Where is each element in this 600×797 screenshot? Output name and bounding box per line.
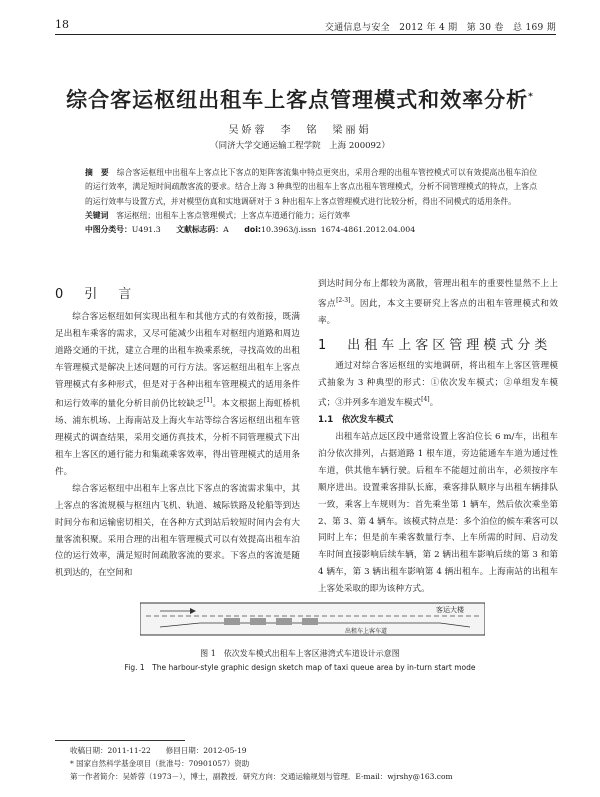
taxi-2 bbox=[250, 618, 266, 625]
footnote-dates: 收稿日期：2011-11-22 修回日期：2012-05-19 bbox=[70, 746, 247, 755]
figure-caption-cn: 图 1 依次发车模式出租车上客区港湾式车道设计示意图 bbox=[200, 649, 400, 658]
footnote-author: 第一作者简介：吴娇蓉（1973－），博士，副教授．研究方向：交通运输规划与管理．E-mail：wjrshy@163.com bbox=[70, 772, 453, 781]
header-rule bbox=[55, 34, 556, 35]
page-header bbox=[55, 16, 556, 34]
intro-continued: 到达时间分布上都较为离散，管理出租车的重要性显然不上上客点[2-3]。因此，本文主要研究上客点的出租车管理模式和效率。 bbox=[318, 279, 558, 326]
subsection-heading-1-1: 1.1 依次发车模式 bbox=[318, 415, 394, 426]
intro-paragraph-1: 综合客运枢纽如何实现出租车和其他方式的有效衔接，既满足出租车乘客的需求，又尽可能减少出租车对枢纽内道路和周边道路交通的干扰，建立合理的出租车换乘系统，寻找高效的出租车管理模式是解决上述问题的可行方法。客运枢纽出租车上客点管理模式有多种形式，但是对于各种出租车管理模式的适用条件和运行效率的量化分析目前仍比较缺乏[1]。本文根据上海虹桥机场、浦东机场、上海南站及上海火车站等综合客运枢纽出租车管理模式的调查结果，采用交通仿真技术，分析不同管理模式下出租车上客区的通行能力和集疏乘客效率，得出管理模式的适用条件。 bbox=[55, 311, 300, 477]
abstract-block bbox=[85, 166, 537, 237]
figure-label-lane: 出租车上客车道 bbox=[345, 628, 388, 635]
authors: 吴娇蓉 李 铭 梁丽娟 bbox=[228, 125, 372, 136]
figure-caption-en: Fig. 1 The harbour-style graphic design sketch map of taxi queue area by in-turn start mode bbox=[124, 663, 476, 672]
journal-info: 交通信息与安全 2012 年 4 期 第 30 卷 总 169 期 bbox=[324, 23, 556, 33]
section-heading-1: 1 出租车上客区管理模式分类 bbox=[318, 337, 552, 353]
left-column bbox=[55, 287, 300, 582]
figure-label: 客运大楼 bbox=[436, 606, 464, 614]
affiliation: （同济大学交通运输工程学院 上海 200092） bbox=[210, 141, 390, 151]
abstract: 摘 要 综合客运枢纽中出租车上客点比下客点的矩阵客流集中特点更突出，采用合理的出租车管控模式可以有效提高出租车泊位的运行效率，满足短时间疏散客流的要求。结合上海 3 种典型的出租车上客点出租车管理模式，分析不同管理模式的特点，上客点的运行效率与设置方式，并对模型仿真和实地调研对于 3 种出租车上客点管理模式进行比较分析，得出不同模式的适用条件。 bbox=[85, 168, 537, 206]
figure-1 bbox=[140, 601, 485, 637]
subsection-1-1-paragraph: 出租车站点远区段中通常设置上客泊位长 6 m/车，出租车泊分依次排列，占据道路 1 根车道，旁边能通车车道为通过性车道，供其他车辆行驶。后租车不能超过前出车，必须按序车顺序进出。设置乘客排队长廊，乘客排队顺序与出租车辆排队一致，乘客上车规则为：首先乘坐第 1 辆车，然后依次乘坐第 2、第 3、第 4 辆车。该模式特点是：多个泊位的候车乘客可以同时上车；但是前车乘客数量行李、上车所需的时间、启动发车时间直接影响后续车辆，第 2 辆出租车影响后续的第 3 和第 4 辆车，第 3 辆出租车影响第 4 辆出租车。上海南站的出租车上客处采取的即为该种方式。 bbox=[318, 431, 558, 595]
footnote-fund: * 国家自然科学基金项目（批准号：70901057）资助 bbox=[70, 759, 250, 768]
keywords: 关键词 客运枢纽；出租车上客点管理模式；上客点车道通行能力；运行效率 bbox=[85, 210, 351, 220]
intro-paragraph-2: 综合客运枢纽中出租车上客点比下客点的客流需求集中，其上客点的客流规模与枢纽内飞机、轨道、城际铁路及轮船等到达时间分布和运输密切相关，在各种方式到站后较短时间内会有大量客流积聚。采用合理的出租车管理模式可以有效提高出租车泊位的运行效率，满足短时间疏散客流的要求。下客点的客流是随机到达的，在空间和 bbox=[55, 483, 300, 579]
taxi-1 bbox=[224, 618, 240, 625]
section-heading-intro: 0 引 言 bbox=[55, 287, 136, 302]
right-column bbox=[318, 276, 558, 598]
taxi-3 bbox=[276, 618, 292, 625]
section-1-paragraph: 通过对综合客运枢纽的实地调研，将出租车上客区管理模式抽象为 3 种典型的形式：①依次发车模式；②单组发车模式；③并列多车道发车模式[4]。 bbox=[318, 361, 558, 409]
classification-line: 中图分类号：U491.3 文献标志码：A doi:10.3963/j.issn 1674-4861.2012.04.004 bbox=[85, 225, 416, 235]
title-footnote-mark: * bbox=[528, 92, 534, 102]
taxi-4 bbox=[302, 618, 318, 625]
footnotes bbox=[70, 744, 570, 783]
footnote-rule bbox=[55, 740, 185, 741]
figure-1-diagram bbox=[140, 601, 485, 637]
page-number: 18 bbox=[55, 18, 69, 31]
paper-title: 综合客运枢纽出租车上客点管理模式和效率分析* bbox=[66, 88, 534, 112]
